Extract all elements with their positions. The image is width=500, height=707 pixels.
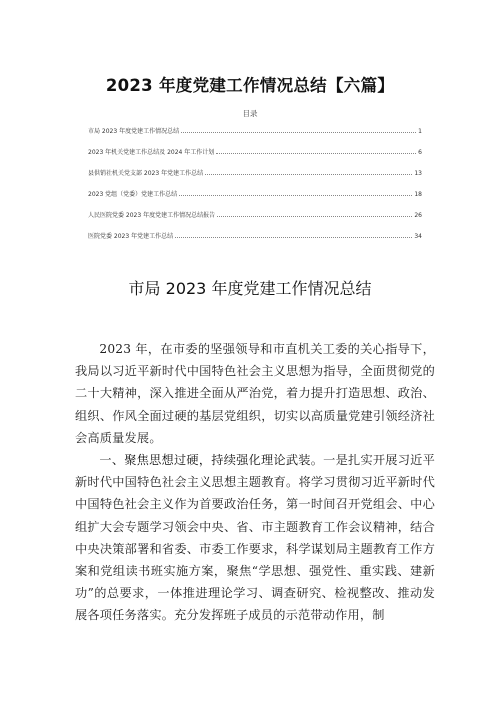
document-title: 2023 年度党建工作情况总结【六篇】 bbox=[105, 76, 395, 95]
toc-leader-dots bbox=[205, 170, 412, 175]
toc-entry-label: 县供销社机关党支部 2023 年党建工作总结 bbox=[88, 170, 204, 177]
toc-entry-page: 13 bbox=[414, 170, 422, 177]
toc-leader-dots bbox=[175, 233, 412, 238]
paragraph-body: 一是扎实开展习近平新时代中国特色社会主义思想主题教育。将学习贯彻习近平新时代中国特色社会主义作为首要政治任务，第一时间召开党组会、中心组扩大会专题学习领会中央、省、市主题教育工作会议精神，结合中央决策部署和省委、市委工作要求，科学谋划局主题教育工作方案和党组读书班实施方案，聚焦“学思想、强党性、重实践、建新功”的总要求，一体推进理论学习、调查研究、检视整改、推动发展各项任务落实。充分发挥班子成员的示范带动作用，制 bbox=[75, 453, 435, 623]
section-title: 市局 2023 年度党建工作情况总结 bbox=[128, 279, 372, 298]
toc-entry-page: 34 bbox=[414, 233, 422, 240]
toc-entry-page: 1 bbox=[418, 128, 422, 135]
toc-entry-page: 6 bbox=[418, 149, 422, 156]
toc-entry-label: 2023 年机关党建工作总结及 2024 年工作计划 bbox=[88, 149, 215, 156]
toc-entry[interactable] bbox=[88, 210, 422, 231]
toc-leader-dots bbox=[217, 212, 412, 217]
table-of-contents bbox=[88, 126, 422, 252]
toc-leader-dots bbox=[181, 128, 416, 133]
toc-entry-label: 医院党委 2023 年党建工作总结 bbox=[88, 233, 174, 240]
toc-entry[interactable] bbox=[88, 189, 422, 210]
toc-entry[interactable] bbox=[88, 231, 422, 252]
toc-heading: 目录 bbox=[242, 109, 258, 118]
paragraph: 2023 年，在市委的坚强领导和市直机关工委的关心指导下，我局以习近平新时代中国特色社会主义思想为指导，全面贯彻党的二十大精神，深入推进全面从严治党，着力提升打造思想、政治、组织、作风全面过硬的基层党组织，切实以高质量党建引领经济社会高质量发展。 bbox=[75, 342, 435, 445]
toc-entry[interactable] bbox=[88, 126, 422, 147]
toc-entry-page: 18 bbox=[414, 191, 422, 198]
toc-entry-label: 市局 2023 年度党建工作情况总结 bbox=[88, 128, 180, 135]
toc-entry-label: 2023 党组（党委）党建工作总结 bbox=[88, 191, 178, 198]
toc-entry-page: 26 bbox=[414, 212, 422, 219]
toc-leader-dots bbox=[179, 191, 412, 196]
paragraph bbox=[75, 449, 435, 627]
toc-entry[interactable] bbox=[88, 147, 422, 168]
paragraph-lead: 一、聚焦思想过硬，持续强化理论武装。 bbox=[99, 453, 324, 468]
toc-entry-label: 人民医院党委 2023 年度党建工作情况总结报告 bbox=[88, 212, 216, 219]
toc-entry[interactable] bbox=[88, 168, 422, 189]
toc-leader-dots bbox=[216, 149, 416, 154]
body-text bbox=[75, 338, 435, 627]
